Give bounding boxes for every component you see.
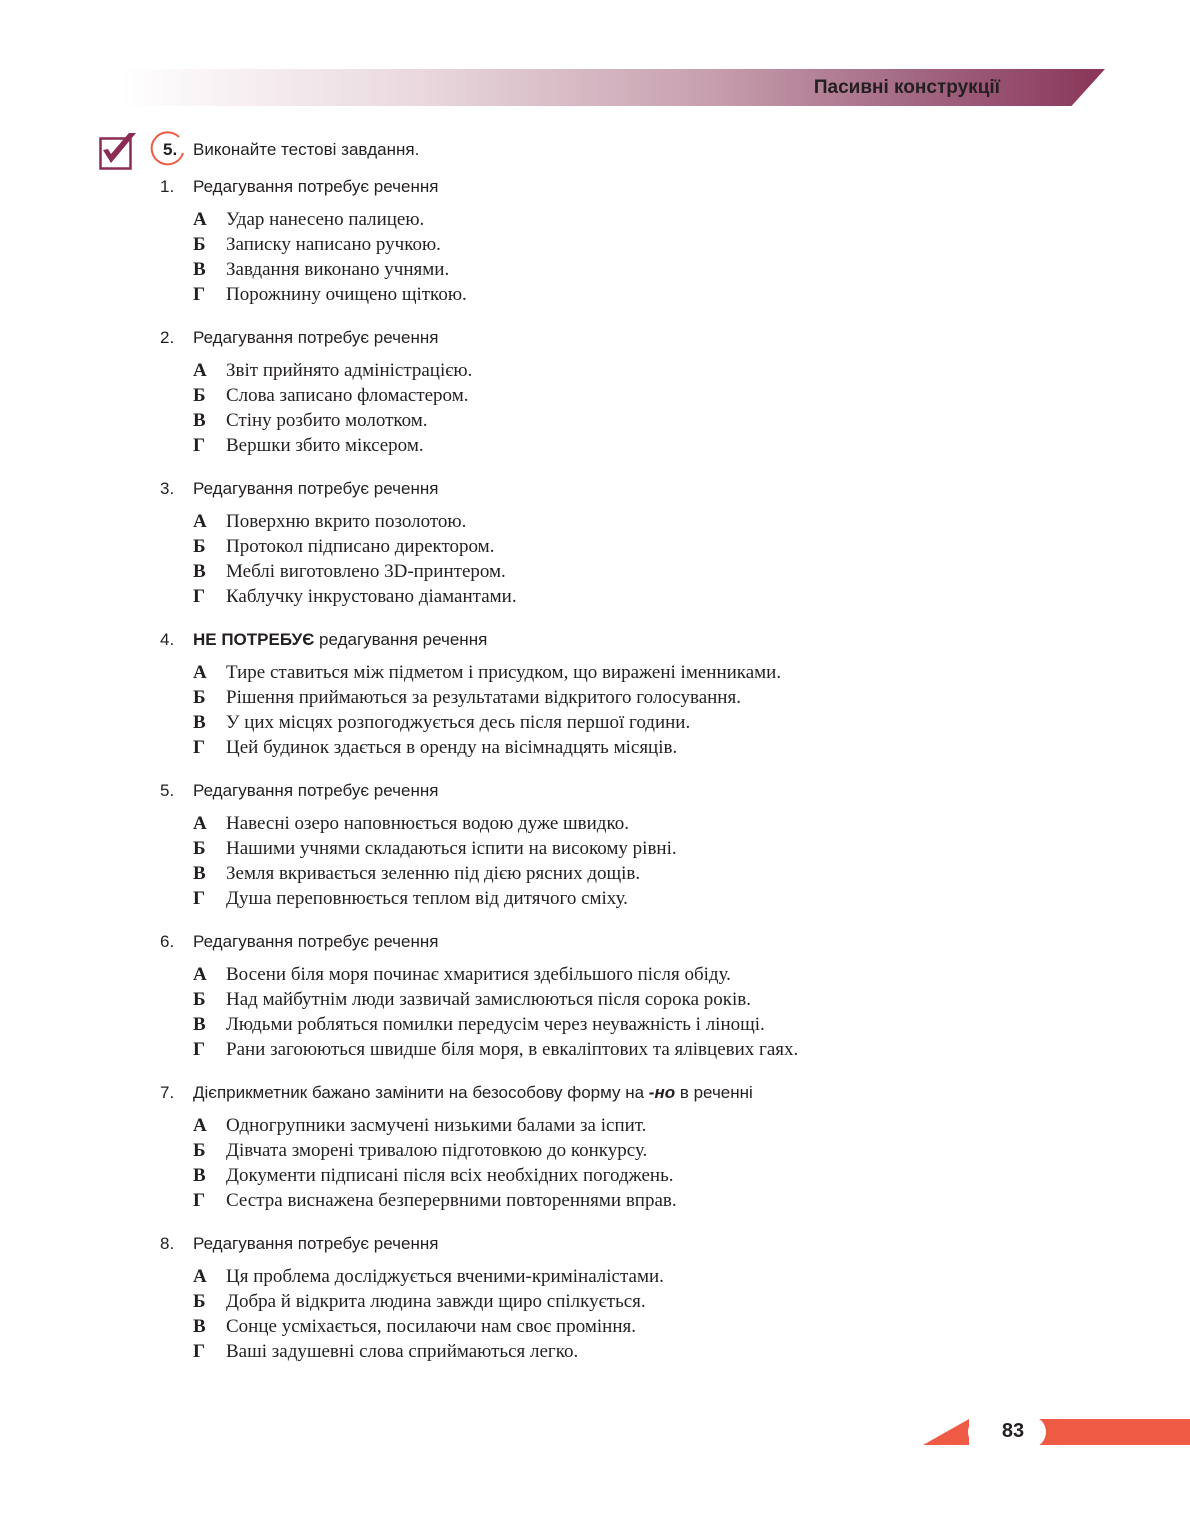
option-text: Стіну розбито молотком. xyxy=(226,410,428,431)
answer-option xyxy=(193,811,1060,836)
answer-option xyxy=(193,987,1060,1012)
question-number: 6. xyxy=(160,932,175,951)
question-number: 3. xyxy=(160,479,175,498)
answer-options xyxy=(160,1113,1060,1213)
option-letter: Б xyxy=(193,385,206,406)
option-letter: А xyxy=(193,1115,207,1136)
question-item xyxy=(160,1082,1060,1213)
answer-option xyxy=(193,584,1060,609)
question-number: 8. xyxy=(160,1234,175,1253)
option-letter: А xyxy=(193,360,207,381)
answer-option xyxy=(193,886,1060,911)
option-text: Сонце усміхається, посилаючи нам своє проміння. xyxy=(226,1316,636,1337)
option-text: Рішення приймаються за результатами відкритого голосування. xyxy=(226,687,741,708)
option-letter: Г xyxy=(193,1039,206,1060)
option-letter: Г xyxy=(193,284,206,305)
option-text: Рани загоюються швидше біля моря, в евкаліптових та ялівцевих гаях. xyxy=(226,1039,799,1060)
option-letter: В xyxy=(193,1014,206,1035)
prompt-text: Дієприкметник бажано замінити на безособову форму на xyxy=(193,1083,649,1102)
option-letter: В xyxy=(193,561,206,582)
prompt-text: Редагування потребує речення xyxy=(193,328,439,347)
answer-option xyxy=(193,282,1060,307)
answer-option xyxy=(193,509,1060,534)
question-number: 5. xyxy=(160,781,175,800)
prompt-text: Редагування потребує речення xyxy=(193,781,439,800)
answer-option xyxy=(193,710,1060,735)
option-text: Дівчата зморені тривалою підготовкою до конкурсу. xyxy=(226,1140,648,1161)
option-letter: Г xyxy=(193,737,206,758)
prompt-tail: в реченні xyxy=(675,1083,753,1102)
option-letter: Г xyxy=(193,888,206,909)
option-text: Удар нанесено палицею. xyxy=(226,209,425,230)
answer-options xyxy=(160,207,1060,307)
question-item xyxy=(160,176,1060,307)
option-letter: Б xyxy=(193,687,206,708)
answer-options xyxy=(160,509,1060,609)
option-text: Слова записано фломастером. xyxy=(226,385,469,406)
answer-options xyxy=(160,811,1060,911)
option-letter: А xyxy=(193,511,207,532)
option-letter: В xyxy=(193,863,206,884)
answer-option xyxy=(193,408,1060,433)
option-text: Каблучку інкрустовано діамантами. xyxy=(226,586,517,607)
prompt-text: Редагування потребує речення xyxy=(193,177,439,196)
option-letter: Б xyxy=(193,536,206,557)
option-text: Звіт прийнято адміністрацією. xyxy=(226,360,473,381)
prompt-emphasis: НЕ ПОТРЕБУЄ xyxy=(193,630,315,649)
answer-option xyxy=(193,1339,1060,1364)
question-prompt xyxy=(160,1082,1060,1104)
prompt-text: редагування речення xyxy=(314,630,488,649)
option-letter: А xyxy=(193,662,207,683)
answer-option xyxy=(193,257,1060,282)
option-text: Восени біля моря починає хмаритися здебільшого після обіду. xyxy=(226,964,731,985)
question-item xyxy=(160,629,1060,760)
option-text: Земля вкривається зеленню під дією рясних дощів. xyxy=(226,863,641,884)
task-instruction: Виконайте тестові завдання. xyxy=(193,140,420,159)
option-letter: Г xyxy=(193,1341,206,1362)
option-text: Душа переповнюється теплом від дитячого сміху. xyxy=(226,888,628,909)
answer-option xyxy=(193,1012,1060,1037)
question-list xyxy=(160,176,1060,1384)
prompt-text: Редагування потребує речення xyxy=(193,479,439,498)
answer-option xyxy=(193,1314,1060,1339)
answer-option xyxy=(193,207,1060,232)
answer-options xyxy=(160,660,1060,760)
answer-option xyxy=(193,358,1060,383)
answer-option xyxy=(193,1138,1060,1163)
option-text: Добра й відкрита людина завжди щиро спілкується. xyxy=(226,1291,646,1312)
answer-options xyxy=(160,358,1060,458)
question-number: 4. xyxy=(160,630,175,649)
answer-option xyxy=(193,1113,1060,1138)
option-text: Цей будинок здається в оренду на вісімнадцять місяців. xyxy=(226,737,678,758)
option-text: Навесні озеро наповнюється водою дуже швидко. xyxy=(226,813,629,834)
answer-option xyxy=(193,1037,1060,1062)
option-text: Документи підписані після всіх необхідних погоджень. xyxy=(226,1165,674,1186)
option-text: Меблі виготовлено 3D-принтером. xyxy=(226,561,506,582)
answer-option xyxy=(193,383,1060,408)
page-number: 83 xyxy=(1001,1420,1025,1442)
option-letter: Г xyxy=(193,1190,206,1211)
option-letter: А xyxy=(193,1266,207,1287)
answer-option xyxy=(193,232,1060,257)
question-number: 1. xyxy=(160,177,175,196)
option-letter: Г xyxy=(193,435,206,456)
question-item xyxy=(160,1233,1060,1364)
footer-band xyxy=(1038,1419,1190,1445)
option-text: Нашими учнями складаються іспити на високому рівні. xyxy=(226,838,677,859)
answer-option xyxy=(193,559,1060,584)
option-text: Сестра виснажена безперервними повтореннями вправ. xyxy=(226,1190,677,1211)
answer-option xyxy=(193,861,1060,886)
question-prompt xyxy=(160,327,1060,349)
answer-options xyxy=(160,962,1060,1062)
option-text: Поверхню вкрито позолотою. xyxy=(226,511,467,532)
option-text: У цих місцях розпогоджується десь після першої години. xyxy=(226,712,691,733)
question-prompt xyxy=(160,478,1060,500)
task-number: 5. xyxy=(163,140,178,159)
option-letter: В xyxy=(193,1316,206,1337)
option-letter: Б xyxy=(193,838,206,859)
option-letter: Б xyxy=(193,989,206,1010)
question-item xyxy=(160,780,1060,911)
footer-triangle xyxy=(923,1419,969,1445)
question-prompt xyxy=(160,629,1060,651)
question-prompt xyxy=(160,780,1060,802)
option-letter: В xyxy=(193,1165,206,1186)
option-text: Ваші задушевні слова сприймаються легко. xyxy=(226,1341,579,1362)
option-letter: А xyxy=(193,209,207,230)
option-text: Записку написано ручкою. xyxy=(226,234,441,255)
task-number-badge xyxy=(149,131,187,169)
answer-option xyxy=(193,1163,1060,1188)
answer-option xyxy=(193,534,1060,559)
prompt-text: Редагування потребує речення xyxy=(193,932,439,951)
option-letter: Б xyxy=(193,234,206,255)
option-text: Людьми робляться помилки передусім через неуважність і лінощі. xyxy=(226,1014,765,1035)
answer-option xyxy=(193,660,1060,685)
option-text: Над майбутнім люди зазвичай замислюються після сорока років. xyxy=(226,989,752,1010)
option-letter: А xyxy=(193,964,207,985)
option-letter: Б xyxy=(193,1291,206,1312)
answer-option xyxy=(193,962,1060,987)
option-text: Тире ставиться між підметом і присудком, що виражені іменниками. xyxy=(226,662,782,683)
question-number: 7. xyxy=(160,1083,175,1102)
answer-option xyxy=(193,836,1060,861)
option-text: Завдання виконано учнями. xyxy=(226,259,450,280)
checkmark-icon xyxy=(99,130,139,170)
answer-options xyxy=(160,1264,1060,1364)
option-letter: В xyxy=(193,410,206,431)
question-item xyxy=(160,931,1060,1062)
option-letter: Б xyxy=(193,1140,206,1161)
section-title: Пасивні конструкції xyxy=(813,77,1000,98)
question-number: 2. xyxy=(160,328,175,347)
option-letter: Г xyxy=(193,586,206,607)
prompt-suffix-emphasis: -но xyxy=(648,1083,676,1102)
option-text: Протокол підписано директором. xyxy=(226,536,495,557)
option-letter: В xyxy=(193,712,206,733)
question-prompt xyxy=(160,176,1060,198)
question-prompt xyxy=(160,1233,1060,1255)
answer-option xyxy=(193,735,1060,760)
option-text: Вершки збито міксером. xyxy=(226,435,424,456)
prompt-text: Редагування потребує речення xyxy=(193,1234,439,1253)
option-text: Порожнину очищено щіткою. xyxy=(226,284,467,305)
question-item xyxy=(160,327,1060,458)
question-prompt xyxy=(160,931,1060,953)
answer-option xyxy=(193,685,1060,710)
answer-option xyxy=(193,1188,1060,1213)
question-item xyxy=(160,478,1060,609)
option-letter: А xyxy=(193,813,207,834)
option-text: Ця проблема досліджується вченими-криміналістами. xyxy=(226,1266,664,1287)
answer-option xyxy=(193,1289,1060,1314)
option-letter: В xyxy=(193,259,206,280)
option-text: Одногрупники засмучені низькими балами за іспит. xyxy=(226,1115,647,1136)
answer-option xyxy=(193,433,1060,458)
answer-option xyxy=(193,1264,1060,1289)
